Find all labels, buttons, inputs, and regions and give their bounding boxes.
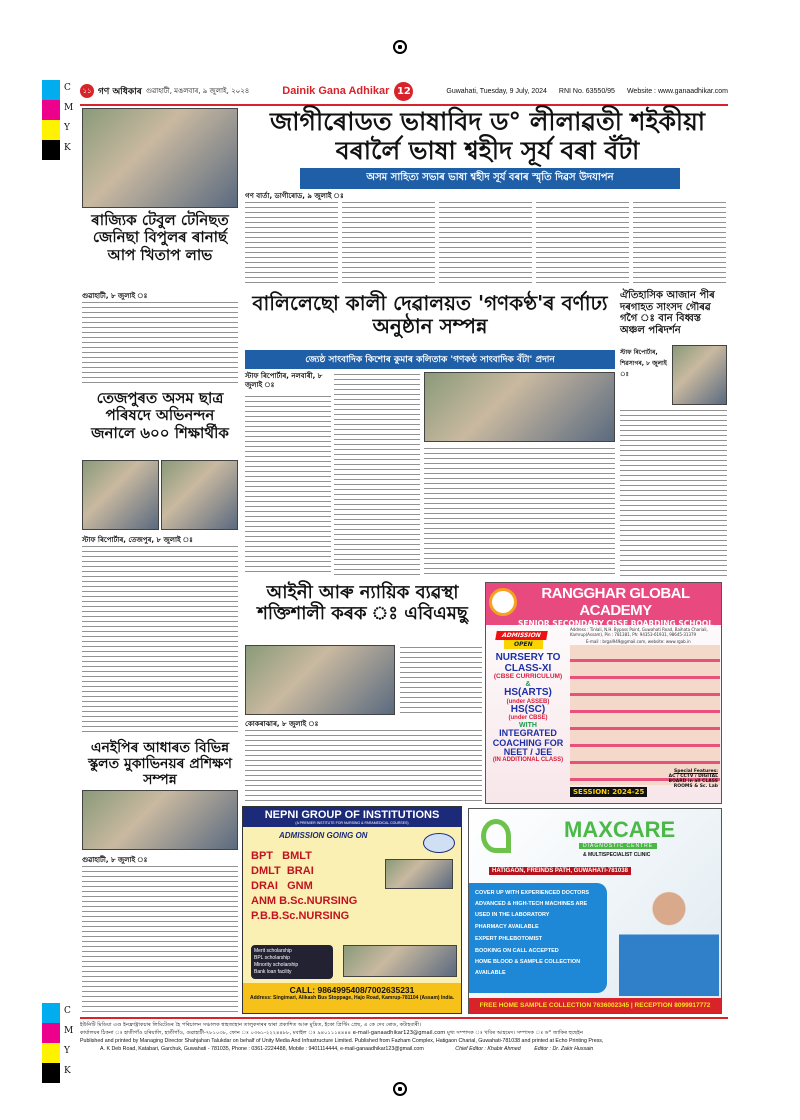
maxcare-logo-icon: [481, 819, 511, 853]
course-hs-arts: HS(ARTS): [504, 687, 552, 699]
course-under-cbse: (under CBSE): [508, 715, 548, 722]
course-bmlt: BMLT: [282, 850, 312, 862]
nepni-address: Address: Singimari, Alikash Bus Stoppage, Hajo Road, Kamrup-781104 (Assam) India.: [249, 995, 455, 1001]
aasu-body: [82, 544, 238, 734]
nep-headline: এনইপিৰ আধাৰত বিভিন্ন স্কুলত মুকাভিনয়ৰ প্ৰশিক্ষণ সম্পন্ন: [88, 740, 232, 789]
campus-photo: [385, 859, 453, 889]
english-date: Guwahati, Tuesday, 9 July, 2024: [446, 87, 547, 95]
lab-photos: [343, 945, 457, 977]
course-brai: BRAI: [286, 865, 314, 877]
open-badge: OPEN: [504, 640, 543, 649]
tt-headline: ৰাজ্যিক টেবুল টেনিছত জেনিছা বিপুলৰ ৰানাৰ্ছ আপ খিতাপ লাভ: [91, 211, 229, 264]
course-gnm: GNM: [287, 880, 313, 892]
ganakantha-body-2: [334, 372, 420, 575]
course-drai: DRAI: [251, 880, 278, 892]
ganakantha-body-3: [424, 446, 615, 575]
tt-body: [82, 300, 238, 385]
k-label: K: [64, 143, 71, 153]
abmsu-photo: [245, 645, 395, 715]
abmsu-dateline: কোকৰাঝাৰ, ৮ জুলাই ঃ: [245, 720, 319, 728]
chief-editor: Chief Editor : Khabir Ahmed: [455, 1046, 521, 1052]
imprint: [80, 1021, 730, 1053]
course-cbse: (CBSE CURRICULUM): [493, 673, 563, 680]
y-label: Y: [64, 1046, 70, 1056]
ganakantha-body-1: [245, 394, 331, 575]
point-home-collection: HOME BLOOD & SAMPLE COLLECTION AVAILABLE: [475, 959, 581, 976]
admission-badge: ADMISSION: [495, 631, 547, 640]
rangghar-name: RANGGHAR GLOBAL ACADEMY: [541, 585, 690, 619]
point-pharmacy: PHARMACY AVAILABLE: [475, 924, 539, 930]
nep-body: [82, 864, 238, 1012]
ganakantha-photo: [424, 372, 615, 442]
course-coaching: INTEGRATED COACHING FOR NEET / JEE: [492, 728, 564, 757]
lead-body: [245, 200, 727, 286]
features-text: AC / CCTV / DIGITAL BOARD in all CLASS ROOMS & Sc. Lab: [668, 774, 718, 789]
logo-badge: ১১: [80, 84, 94, 98]
color-bar-top: [42, 80, 74, 160]
imprint-line-1: ইউনিটি মিডিয়া এণ্ড ইনফ্ৰাষ্ট্ৰাকচাৰ লিমিটেডৰ হৈ পৰিচালন সঞ্চালক শ্বাহজাহান তালুকদাৰৰ দ্বাৰা প্ৰকাশিত আৰু মুদ্ৰিত, ইকো প্ৰিণ্টিং প্ৰেছ, এ কে দেব ৰোড, কটাহবাৰী।: [80, 1022, 422, 1028]
lead-subhead: অসম সাহিত্য সভাৰ ভাষা শ্বহীদ সূৰ্য বৰাৰ স্মৃতি দিৱস উদযাপন: [300, 168, 680, 189]
nep-dateline: গুৱাহাটী, ৮ জুলাই ঃ: [82, 856, 148, 864]
course-nursery: NURSERY TO CLASS-XI: [495, 652, 561, 674]
maxcare-ad[interactable]: [468, 808, 722, 1014]
rangghar-ad[interactable]: [485, 582, 722, 804]
scholarship-minority: Minority scholarship: [254, 962, 299, 968]
point-phlebotomist: EXPERT PHLEBOTOMIST: [475, 936, 543, 942]
course-amp: &: [525, 680, 531, 688]
school-crest-icon: [489, 588, 517, 616]
dargah-photo: [672, 345, 727, 405]
maxcare-sub1: DIAGNOSTIC CENTRE: [579, 843, 657, 849]
masthead: [80, 80, 728, 102]
dargah-dateline: স্টাফ ৰিপোৰ্টাৰ, শিৱসাগৰ, ৮ জুলাই ঃ: [620, 349, 667, 378]
abmsu-body-side: [400, 645, 482, 715]
nep-photo: [82, 790, 238, 850]
rni-number: RNI No. 63550/95: [558, 87, 615, 95]
maxcare-footer: FREE HOME SAMPLE COLLECTION 7636002345 | RECEPTION 8099917772: [469, 998, 721, 1013]
session-label: SESSION: 2024-25: [570, 787, 647, 797]
imprint-line-2: কাৰ্যালয়ৰ ঠিকনা ঃ হাতীগাঁও চৰিয়ালি, হাতীগাঁও, গুৱাহাটী-৭৮১০৩৮, ফোন ঃ ০৩৬১-২২২৪৪৮৮, মবাইল ঃ ৯৪০১১১৪৪৪৪ e-mail-ganaadhikar123@gmail.com মুখ্য সম্পাদক ঃ খবিৰ আহমেদ। সম্পাদক ঃ ড° জাকিৰ হুছেইন: [80, 1030, 583, 1036]
page-number: 12: [394, 82, 413, 101]
nepni-name: NEPNI GROUP OF INSTITUTIONS: [264, 809, 440, 821]
editor: Editor : Dr. Zakir Hussain: [534, 1046, 594, 1052]
assamese-date: গুৱাহাটী, মঙলবাৰ, ৯ জুলাই, ২০২৪: [145, 87, 250, 95]
ganakantha-subhead: জ্যেষ্ঠ সাংবাদিক কিশোৰ কুমাৰ কলিতাক 'গণকণ্ঠ সাংবাদিক বঁটা' প্ৰদান: [245, 350, 615, 369]
abmsu-headline: আইনী আৰু ন্যায়িক ব্যৱস্থা শক্তিশালী কৰক ঃ এবিএমছু: [257, 582, 468, 624]
point-doctors: COVER UP WITH EXPERIENCED DOCTORS: [475, 890, 590, 896]
point-booking: BOOKING ON CALL ACCEPTED: [475, 948, 559, 954]
maxcare-name: MAXCARE: [564, 817, 676, 842]
lead-dateline: গণ বাৰ্তা, ডাগীৰোড, ৯ জুলাই ঃ: [245, 192, 344, 200]
website: Website : www.ganaadhikar.com: [626, 87, 728, 95]
rangghar-tagline: SENIOR SECONDARY CBSE BOARDING SCHOOL: [517, 619, 714, 628]
y-label: Y: [64, 123, 70, 133]
scholarship-bpl: BPL scholarship: [254, 955, 290, 961]
color-bar-bottom: [42, 1003, 74, 1083]
m-label: M: [64, 103, 74, 113]
dargah-headline: ঐতিহাসিক আজান পীৰ দৰগাহত সাংসদ গৌৰৱ গগৈ ঃ বান বিধ্বস্ত অঞ্চল পৰিদৰ্শন: [620, 290, 715, 336]
footer-rule: [80, 1017, 728, 1019]
course-additional: (IN ADDITIONAL CLASS): [492, 757, 564, 764]
scholarship-bank-loan: Bank loan facility: [254, 969, 292, 975]
aasu-photo-2: [161, 460, 238, 530]
nurse-image: [619, 884, 719, 996]
nepni-ad[interactable]: [242, 806, 462, 1014]
m-label: M: [64, 1026, 74, 1036]
aasu-dateline: স্টাফ ৰিপোৰ্টাৰ, তেজপুৰ, ৮ জুলাই ঃ: [82, 536, 193, 544]
course-bsc-nursing: B.Sc.NURSING: [279, 895, 358, 907]
scholarship-merit: Merit scholarship: [254, 948, 292, 954]
nepni-tagline: (A PREMIER INSTITUTE FOR NURSING & PARAMEDICAL COURSES): [295, 821, 409, 825]
dargah-body: [620, 408, 727, 576]
course-hs-sc: HS(SC): [510, 703, 546, 715]
nepni-phone: CALL: 9864995408/7002635231: [289, 985, 415, 995]
registration-mark-bottom: [393, 1082, 407, 1096]
course-anm: ANM: [251, 895, 277, 907]
features-title: Special Features:: [674, 769, 718, 774]
rangghar-address: Address : Tinlali, N.H. Bypass Point, Guwahati Road, Baihata Chariali, Kamrup(Assam), Pin : 781381, Ph: 94353-61931, 98645-31379: [570, 627, 708, 637]
point-machines: ADVANCED & HIGH-TECH MACHINES ARE USED IN THE LABORATORY: [475, 901, 588, 918]
aasu-headline: তেজপুৰত অসম ছাত্ৰ পৰিষদে অভিনন্দন জনালে ৬০০ শিক্ষাৰ্থীক: [91, 389, 229, 442]
imprint-line-3: Published and printed by Managing Director Shahjahan Talukdar on behalf of Unity Media And Infrastructure Limited. Published from Fazham Complex, Hatigaon Charial, Guwahati-781038 and printed at Echo Printing Press,: [80, 1038, 604, 1044]
ganakantha-dateline: স্টাফ ৰিপোৰ্টাৰ, নলবাৰী, ৮ জুলাই ঃ: [245, 372, 323, 389]
maxcare-location: HATIGAON, FREINDS PATH, GUWAHATI-781038: [489, 867, 631, 875]
building-illustration: [570, 645, 720, 785]
aasu-photo-1: [82, 460, 159, 530]
nepni-admission: ADMISSION GOING ON: [279, 831, 368, 840]
nepni-logo-icon: [423, 833, 455, 853]
rangghar-email: E-mail : brgal949@gmail.com, website: www.rgab.in: [586, 639, 691, 644]
c-label: C: [64, 83, 71, 93]
masthead-rule: [80, 104, 728, 106]
course-with: WITH: [519, 721, 537, 729]
imprint-line-4: A. K Deb Road, Katabari, Garchuk, Guwahati - 781035, Phone : 0361-2224488, Mobile : 9401114444, e-mail-ganaadhikar123@gmail.com: [100, 1046, 424, 1052]
tt-photo: [82, 108, 238, 208]
course-dmlt: DMLT: [251, 865, 281, 877]
tt-dateline: গুৱাহাটী, ৮ জুলাই ঃ: [82, 292, 148, 300]
k-label: K: [64, 1066, 71, 1076]
lead-headline: জাগীৰোডত ভাষাবিদ ড° লীলাৱতী শইকীয়া বৰাৰ্লৈ ভাষা শ্বহীদ সূৰ্য বৰা বঁটা: [269, 107, 706, 165]
paper-name: Dainik Gana Adhikar: [282, 85, 390, 97]
maxcare-sub2: & MULTISPECIALIST CLINIC: [583, 852, 651, 858]
c-label: C: [64, 1006, 71, 1016]
course-bpt: BPT: [251, 850, 273, 862]
abmsu-body: [245, 728, 482, 803]
course-pbbsc-nursing: P.B.B.Sc.NURSING: [251, 910, 350, 922]
course-asseb: (under ASSEB): [506, 698, 550, 705]
logo-text: গণ অধিকাৰ: [98, 86, 142, 97]
registration-mark-top: [393, 40, 407, 54]
ganakantha-headline: বালিলেছো কালী দেৱালয়ত 'গণকণ্ঠ'ৰ বৰ্ণাঢ্য অনুষ্ঠান সম্পন্ন: [252, 291, 608, 338]
